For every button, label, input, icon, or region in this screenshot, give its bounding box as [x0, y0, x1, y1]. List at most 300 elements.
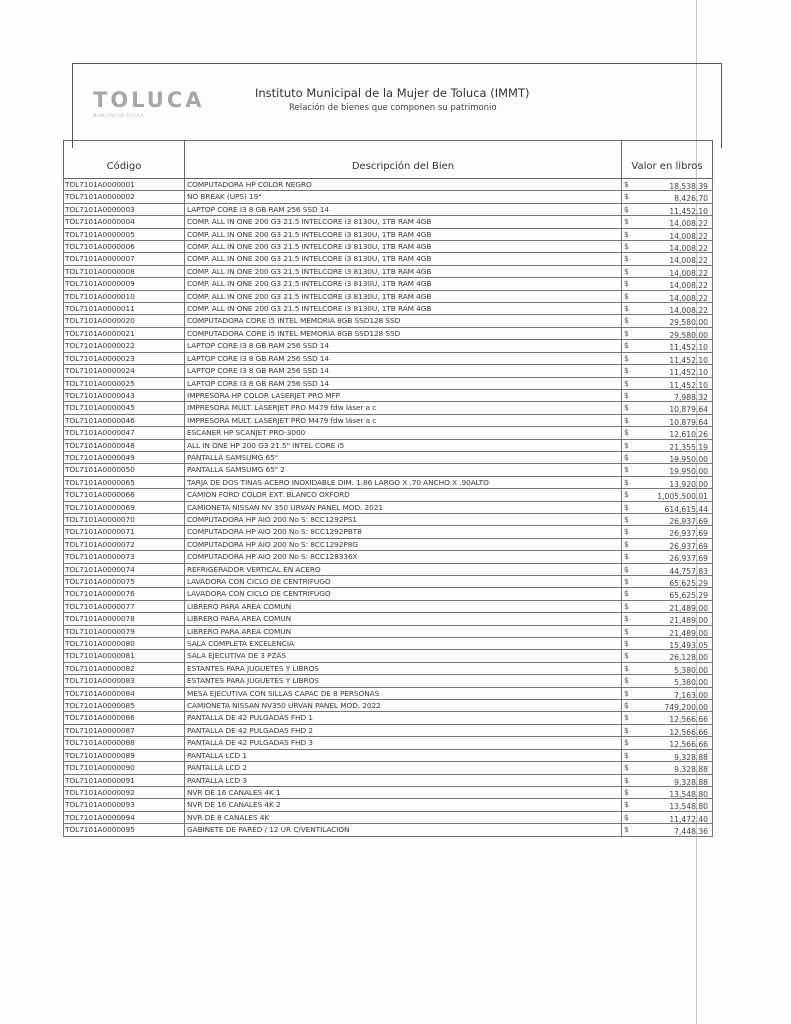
currency-symbol: $	[624, 242, 629, 252]
asset-code: TOL7101A0000094	[64, 811, 185, 823]
asset-description: SALA EJECUTIVA DE 3 PZAS	[185, 650, 622, 662]
asset-description: ESTANTES PARA JUGUETES Y LIBROS	[185, 662, 622, 674]
asset-value: 13,548.80	[669, 802, 708, 812]
currency-symbol: $	[624, 738, 629, 748]
asset-description: COMP. ALL IN ONE 200 G3 21.5 INTELCORE i3 8130U, 1TB RAM 4GB	[185, 253, 622, 265]
table-row	[64, 600, 713, 612]
currency-symbol: $	[624, 701, 629, 711]
asset-description: COMP. ALL IN ONE 200 G3 21.5 INTELCORE i3 8130U, 1TB RAM 4GB	[185, 241, 622, 253]
table-row	[64, 427, 713, 439]
asset-description: SALA COMPLETA EXCELENCIA	[185, 638, 622, 650]
asset-value: 11,452.10	[669, 368, 708, 377]
asset-description: NVR DE 16 CANALES 4K 2	[185, 799, 622, 811]
asset-code: TOL7101A0000077	[64, 600, 185, 612]
asset-value: 11,452.10	[669, 206, 708, 216]
currency-symbol: $	[624, 328, 629, 338]
table-row	[64, 551, 713, 563]
currency-symbol: $	[624, 440, 629, 450]
currency-symbol: $	[624, 552, 629, 562]
asset-value: 65,625.29	[669, 579, 708, 588]
asset-code: TOL7101A0000010	[64, 290, 185, 302]
currency-symbol: $	[624, 763, 629, 773]
asset-value: 13,548.80	[669, 789, 708, 799]
asset-value-cell	[622, 241, 713, 253]
asset-value: 21,489.00	[669, 603, 708, 613]
asset-description: LIBRERO PARA AREA COMUN	[185, 613, 622, 625]
currency-symbol: $	[624, 589, 629, 599]
asset-value-cell	[622, 290, 713, 302]
asset-value: 21,489.00	[669, 616, 708, 626]
asset-value-cell	[622, 712, 713, 724]
table-row	[64, 327, 713, 339]
currency-symbol: $	[624, 366, 629, 376]
table-row	[64, 513, 713, 525]
currency-symbol: $	[624, 651, 629, 661]
table-row	[64, 451, 713, 463]
asset-description: ESTANTES PARA JUGUETES Y LIBROS	[185, 675, 622, 687]
asset-value-cell	[622, 278, 713, 290]
table-row	[64, 377, 713, 389]
asset-value: 11,452.10	[669, 380, 708, 390]
currency-symbol: $	[624, 415, 629, 425]
asset-description: COMP. ALL IN ONE 200 G3 21.5 INTELCORE i3 8130U, 1TB RAM 4GB	[185, 228, 622, 240]
asset-description: PANTALLA LCD 1	[185, 749, 622, 761]
table-row	[64, 749, 713, 761]
asset-code: TOL7101A0000023	[64, 352, 185, 364]
currency-symbol: $	[624, 577, 629, 586]
currency-symbol: $	[624, 204, 629, 214]
asset-code: TOL7101A0000075	[64, 576, 185, 588]
asset-code: TOL7101A0000001	[64, 179, 185, 191]
asset-description: COMPUTADORA HP AIO 200 No S: 8CC1292PS1	[185, 513, 622, 525]
asset-value-cell	[622, 600, 713, 612]
currency-symbol: $	[624, 601, 629, 611]
asset-code: TOL7101A0000066	[64, 489, 185, 501]
asset-value: 12,610.26	[669, 430, 708, 440]
asset-value-cell	[622, 365, 713, 377]
asset-value: 19,950.00	[669, 467, 708, 477]
table-row	[64, 203, 713, 215]
asset-value-cell	[622, 551, 713, 563]
currency-symbol: $	[624, 266, 629, 276]
asset-code: TOL7101A0000081	[64, 650, 185, 662]
asset-value: 11,452.10	[669, 343, 708, 353]
asset-code: TOL7101A0000049	[64, 451, 185, 463]
asset-code: TOL7101A0000090	[64, 762, 185, 774]
column-header-code: Código	[64, 141, 185, 179]
currency-symbol: $	[624, 477, 629, 487]
asset-value: 11,472.40	[669, 814, 708, 824]
asset-description: LIBRERO PARA AREA COMUN	[185, 625, 622, 637]
asset-description: PANTALLA LCD 2	[185, 762, 622, 774]
asset-description: PANTALLA LCD 3	[185, 774, 622, 786]
asset-value: 1,005,500.01	[657, 492, 708, 502]
currency-symbol: $	[624, 787, 629, 797]
asset-description: NO BREAK (UPS) 19"	[185, 191, 622, 203]
asset-description: LIBRERO PARA AREA COMUN	[185, 600, 622, 612]
asset-description: LAPTOP CORE I3 8 GB RAM 256 SSD 14	[185, 352, 622, 364]
asset-value-cell	[622, 352, 713, 364]
asset-value: 10,879.64	[669, 417, 708, 427]
table-row	[64, 315, 713, 327]
asset-value: 5,380.00	[674, 665, 708, 675]
asset-value: 44,757.83	[669, 566, 708, 576]
asset-value-cell	[622, 340, 713, 352]
table-row	[64, 774, 713, 786]
asset-code: TOL7101A0000093	[64, 799, 185, 811]
asset-code: TOL7101A0000084	[64, 687, 185, 699]
asset-description: LAVADORA CON CICLO DE CENTRIFUGO	[185, 576, 622, 588]
currency-symbol: $	[624, 800, 629, 810]
asset-code: TOL7101A0000069	[64, 501, 185, 513]
asset-code: TOL7101A0000009	[64, 278, 185, 290]
table-row	[64, 501, 713, 513]
asset-value: 749,200.00	[664, 703, 708, 712]
asset-value-cell	[622, 377, 713, 389]
table-row	[64, 526, 713, 538]
asset-code: TOL7101A0000003	[64, 203, 185, 215]
currency-symbol: $	[624, 490, 629, 500]
asset-value-cell	[622, 191, 713, 203]
asset-value-cell	[622, 538, 713, 550]
asset-value-cell	[622, 303, 713, 315]
asset-code: TOL7101A0000092	[64, 786, 185, 798]
asset-value: 14,008.22	[669, 293, 708, 303]
asset-value-cell	[622, 513, 713, 525]
asset-value-cell	[622, 327, 713, 339]
table-row	[64, 811, 713, 823]
table-row	[64, 340, 713, 352]
asset-code: TOL7101A0000076	[64, 588, 185, 600]
currency-symbol: $	[624, 514, 629, 524]
asset-value: 14,008.22	[669, 231, 708, 241]
asset-description: CAMION FORD COLOR EXT. BLANCO OXFORD	[185, 489, 622, 501]
asset-value: 614,615.44	[664, 504, 708, 514]
asset-value-cell	[622, 737, 713, 749]
asset-value: 14,008.22	[669, 306, 708, 315]
asset-value-cell	[622, 439, 713, 451]
asset-value-cell	[622, 724, 713, 736]
currency-symbol: $	[624, 564, 629, 574]
asset-value-cell	[622, 687, 713, 699]
asset-code: TOL7101A0000065	[64, 476, 185, 488]
logo-subtext: MUNICIPIO DE TOLUCA	[93, 113, 145, 118]
table-row	[64, 662, 713, 674]
currency-symbol: $	[624, 378, 629, 388]
asset-value-cell	[622, 216, 713, 228]
table-row	[64, 737, 713, 749]
asset-value-cell	[622, 700, 713, 712]
asset-value: 5,380.00	[674, 678, 708, 688]
asset-code: TOL7101A0000005	[64, 228, 185, 240]
table-row	[64, 228, 713, 240]
asset-code: TOL7101A0000087	[64, 724, 185, 736]
asset-value: 8,426.70	[674, 194, 708, 204]
currency-symbol: $	[624, 192, 629, 202]
table-row	[64, 191, 713, 203]
asset-value-cell	[622, 762, 713, 774]
currency-symbol: $	[624, 502, 629, 512]
asset-code: TOL7101A0000083	[64, 675, 185, 687]
asset-code: TOL7101A0000086	[64, 712, 185, 724]
table-row	[64, 253, 713, 265]
currency-symbol: $	[624, 539, 629, 549]
asset-code: TOL7101A0000021	[64, 327, 185, 339]
asset-code: TOL7101A0000091	[64, 774, 185, 786]
table-row	[64, 724, 713, 736]
asset-value: 18,538.39	[669, 182, 708, 191]
asset-value: 12,566.66	[669, 740, 708, 750]
currency-symbol: $	[624, 663, 629, 673]
asset-value-cell	[622, 675, 713, 687]
asset-value: 10,879.64	[669, 405, 708, 415]
asset-description: COMPUTADORA CORE i5 INTEL MEMORIA 8GB SSD128 SSD	[185, 327, 622, 339]
column-header-description: Descripción del Bien	[185, 141, 622, 179]
asset-description: LAPTOP CORE I3 8 GB RAM 256 SSD 14	[185, 340, 622, 352]
asset-description: ESCÁNER HP SCANJET PRO-3000	[185, 427, 622, 439]
table-row	[64, 650, 713, 662]
currency-symbol: $	[624, 353, 629, 363]
asset-code: TOL7101A0000085	[64, 700, 185, 712]
asset-description: COMPUTADORA HP AIO 200 No S: 8CC1292PBT8	[185, 526, 622, 538]
asset-value-cell	[622, 526, 713, 538]
asset-value-cell	[622, 451, 713, 463]
asset-code: TOL7101A0000011	[64, 303, 185, 315]
asset-value-cell	[622, 489, 713, 501]
asset-code: TOL7101A0000024	[64, 365, 185, 377]
asset-value: 7,448.36	[674, 827, 708, 837]
asset-description: PANTALLA SAMSUMG 65"	[185, 451, 622, 463]
currency-symbol: $	[624, 428, 629, 438]
asset-description: IMPRESORA HP COLOR LASERJET PRO MFP	[185, 389, 622, 401]
asset-value-cell	[622, 824, 713, 836]
column-header-book-value: Valor en libros	[622, 141, 713, 179]
asset-code: TOL7101A0000072	[64, 538, 185, 550]
asset-value: 7,163.00	[674, 690, 708, 700]
asset-code: TOL7101A0000046	[64, 414, 185, 426]
asset-value-cell	[622, 402, 713, 414]
asset-code: TOL7101A0000073	[64, 551, 185, 563]
asset-code: TOL7101A0000078	[64, 613, 185, 625]
asset-code: TOL7101A0000008	[64, 265, 185, 277]
currency-symbol: $	[624, 713, 629, 723]
asset-description: ALL IN ONE HP 200 G3 21.5" INTEL CORE i5	[185, 439, 622, 451]
asset-value-cell	[622, 799, 713, 811]
asset-value: 26,937.69	[669, 554, 708, 564]
currency-symbol: $	[624, 676, 629, 686]
asset-value-cell	[622, 389, 713, 401]
asset-value: 9,328.88	[674, 777, 708, 787]
asset-value: 15,493.05	[669, 641, 708, 650]
asset-description: IMPRESORA MULT. LASERJET PRO M479 fdw láser a c	[185, 402, 622, 414]
asset-description: LAPTOP CORE I3 8 GB RAM 256 SSD 14	[185, 365, 622, 377]
asset-code: TOL7101A0000074	[64, 563, 185, 575]
asset-value: 29,580.00	[669, 318, 708, 328]
asset-value-cell	[622, 786, 713, 798]
asset-value-cell	[622, 774, 713, 786]
asset-description: IMPRESORA MULT. LASERJET PRO M479 fdw láser a c	[185, 414, 622, 426]
asset-code: TOL7101A0000020	[64, 315, 185, 327]
asset-code: TOL7101A0000082	[64, 662, 185, 674]
asset-description: COMPUTADORA HP COLOR NEGRO	[185, 179, 622, 191]
table-row	[64, 179, 713, 191]
asset-value-cell	[622, 638, 713, 650]
currency-symbol: $	[624, 465, 629, 475]
asset-value-cell	[622, 464, 713, 476]
asset-description: COMPUTADORA HP AIO 200 No S: 8CC128336X	[185, 551, 622, 563]
table-row	[64, 464, 713, 476]
asset-description: MESA EJECUTIVA CON SILLAS CAPAC DE 8 PERSONAS	[185, 687, 622, 699]
asset-description: COMPUTADORA HP AIO 200 No S: 8CC1292P8G	[185, 538, 622, 550]
currency-symbol: $	[624, 639, 629, 649]
table-row	[64, 613, 713, 625]
asset-value: 14,008.22	[669, 244, 708, 253]
asset-code: TOL7101A0000088	[64, 737, 185, 749]
table-row	[64, 588, 713, 600]
asset-value: 12,566.66	[669, 727, 708, 737]
table-row	[64, 489, 713, 501]
table-row	[64, 216, 713, 228]
asset-value: 26,937.69	[669, 516, 708, 526]
asset-value: 9,328.88	[674, 765, 708, 774]
asset-code: TOL7101A0000079	[64, 625, 185, 637]
asset-value-cell	[622, 203, 713, 215]
currency-symbol: $	[624, 291, 629, 301]
asset-value: 14,008.22	[669, 219, 708, 229]
asset-description: COMP. ALL IN ONE 200 G3 21.5 INTELCORE i3 8130U, 1TB RAM 4GB	[185, 290, 622, 302]
asset-value-cell	[622, 501, 713, 513]
asset-description: CAMIONETA NISSAN NV350 URVAN PANEL MOD. 2022	[185, 700, 622, 712]
assets-table	[63, 140, 713, 837]
table-row	[64, 712, 713, 724]
table-row	[64, 414, 713, 426]
asset-value: 11,452.10	[669, 355, 708, 365]
asset-value: 9,328.88	[674, 752, 708, 762]
asset-value-cell	[622, 414, 713, 426]
toluca-logo	[93, 88, 205, 118]
currency-symbol: $	[624, 825, 629, 835]
asset-value-cell	[622, 613, 713, 625]
asset-value-cell	[622, 228, 713, 240]
asset-value-cell	[622, 179, 713, 191]
document-subtitle: Relación de bienes que componen su patrimonio	[289, 103, 497, 113]
asset-code: TOL7101A0000025	[64, 377, 185, 389]
asset-value-cell	[622, 427, 713, 439]
table-row	[64, 799, 713, 811]
currency-symbol: $	[624, 316, 629, 326]
asset-code: TOL7101A0000080	[64, 638, 185, 650]
currency-symbol: $	[624, 217, 629, 227]
asset-value-cell	[622, 662, 713, 674]
table-row	[64, 538, 713, 550]
currency-symbol: $	[624, 403, 629, 413]
asset-code: TOL7101A0000007	[64, 253, 185, 265]
table-row	[64, 241, 713, 253]
table-row	[64, 762, 713, 774]
asset-value: 13,920.00	[669, 479, 708, 489]
table-row	[64, 402, 713, 414]
table-row	[64, 675, 713, 687]
asset-code: TOL7101A0000002	[64, 191, 185, 203]
asset-code: TOL7101A0000089	[64, 749, 185, 761]
asset-value-cell	[622, 476, 713, 488]
table-row	[64, 576, 713, 588]
asset-description: REFRIGERADOR VERTICAL EN ACERO	[185, 563, 622, 575]
asset-code: TOL7101A0000047	[64, 427, 185, 439]
table-row	[64, 365, 713, 377]
asset-description: NVR DE 16 CANALES 4K 1	[185, 786, 622, 798]
currency-symbol: $	[624, 812, 629, 822]
asset-value: 7,988.32	[674, 392, 708, 402]
currency-symbol: $	[624, 390, 629, 400]
asset-description: PANTALLA SAMSUMG 65" 2	[185, 464, 622, 476]
table-row	[64, 439, 713, 451]
table-row	[64, 786, 713, 798]
asset-value-cell	[622, 576, 713, 588]
asset-value-cell	[622, 650, 713, 662]
asset-value: 12,566.66	[669, 715, 708, 725]
asset-description: COMP. ALL IN ONE 200 G3 21.5 INTELCORE i3 8130U, 1TB RAM 4GB	[185, 216, 622, 228]
asset-description: COMP. ALL IN ONE 200 G3 21.5 INTELCORE i3 8130U, 1TB RAM 4GB	[185, 265, 622, 277]
asset-description: LAPTOP CORE I3 8 GB RAM 256 SSD 14	[185, 203, 622, 215]
asset-description: COMP. ALL IN ONE 200 G3 21.5 INTELCORE i3 8130U, 1TB RAM 4GB	[185, 278, 622, 290]
asset-code: TOL7101A0000095	[64, 824, 185, 836]
currency-symbol: $	[624, 341, 629, 351]
table-row	[64, 700, 713, 712]
currency-symbol: $	[624, 180, 629, 189]
asset-value: 26,128.00	[669, 653, 708, 663]
asset-description: COMP. ALL IN ONE 200 G3 21.5 INTELCORE i3 8130U, 1TB RAM 4GB	[185, 303, 622, 315]
asset-code: TOL7101A0000006	[64, 241, 185, 253]
asset-value-cell	[622, 315, 713, 327]
asset-description: LAVADORA CON CICLO DE CENTRIFUGO	[185, 588, 622, 600]
table-row	[64, 389, 713, 401]
asset-code: TOL7101A0000004	[64, 216, 185, 228]
asset-description: PANTALLA DE 42 PULGADAS FHD 3	[185, 737, 622, 749]
table-body	[64, 179, 713, 837]
asset-code: TOL7101A0000070	[64, 513, 185, 525]
asset-value: 26,937.69	[669, 541, 708, 551]
asset-value: 14,008.22	[669, 281, 708, 291]
asset-value-cell	[622, 749, 713, 761]
asset-description: TARJA DE DOS TINAS ACERO INOXIDABLE DIM. 1.86 LARGO X .70 ANCHO X .90ALTO	[185, 476, 622, 488]
asset-value-cell	[622, 253, 713, 265]
table-row	[64, 476, 713, 488]
table-row	[64, 638, 713, 650]
asset-code: TOL7101A0000043	[64, 389, 185, 401]
currency-symbol: $	[624, 750, 629, 760]
currency-symbol: $	[624, 626, 629, 636]
asset-value: 21,489.00	[669, 628, 708, 638]
table-row	[64, 290, 713, 302]
currency-symbol: $	[624, 304, 629, 314]
asset-code: TOL7101A0000050	[64, 464, 185, 476]
currency-symbol: $	[624, 775, 629, 785]
document-title: Instituto Municipal de la Mujer de Toluca (IMMT)	[255, 86, 530, 100]
currency-symbol: $	[624, 452, 629, 462]
asset-value-cell	[622, 811, 713, 823]
asset-value: 14,008.22	[669, 268, 708, 278]
asset-value-cell	[622, 588, 713, 600]
logo-wordmark: TOLUCA	[93, 88, 205, 112]
asset-value: 21,355.19	[669, 442, 708, 452]
asset-code: TOL7101A0000048	[64, 439, 185, 451]
table-row	[64, 303, 713, 315]
currency-symbol: $	[624, 725, 629, 735]
asset-value: 26,937.69	[669, 529, 708, 539]
asset-description: COMPUTADORA CORE i5 INTEL MEMORIA 8GB SSD128 SSD	[185, 315, 622, 327]
asset-value-cell	[622, 563, 713, 575]
